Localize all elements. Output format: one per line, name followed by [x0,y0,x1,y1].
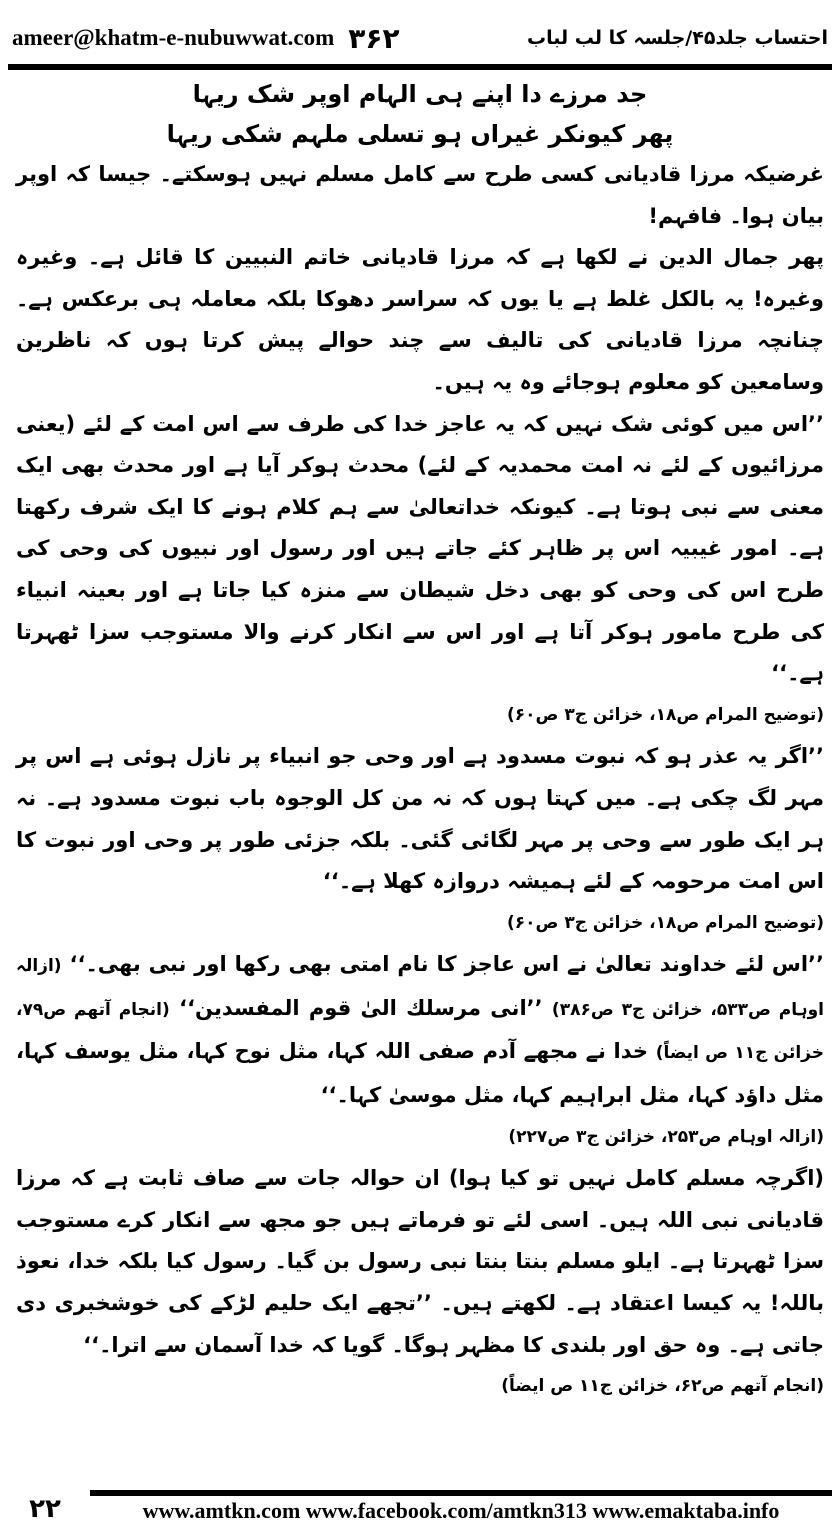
footer-divider [90,1490,832,1496]
quotation-3-rest: خدا نے مجھے آدم صفی اللہ کہا، مثل نوح کہا، مثل یوسف کہا، مثل داؤد کہا، مثل ابراہیم کہا، مثل موسیٰ کہا۔‘‘ [16,1039,824,1108]
reference-1: (توضیح المرام ص۱۸، خزائن ج۳ ص۶۰) [507,704,824,725]
quotation-3 [16,944,824,1116]
reference-2: (توضیح المرام ص۱۸، خزائن ج۳ ص۶۰) [507,912,824,933]
page-footer [8,1484,832,1534]
paragraph-1: غرضیکہ مرزا قادیانی کسی طرح سے کامل مسلم نہیں ہوسکتے۔ جیسا کہ اوپر بیان ہوا۔ فافہم! [16,162,824,228]
quotation-3-reference-a: (ازالہ اوہام ص۵۳۳، خزائن ج۳ ص۳۸۶) [16,956,824,1020]
verse-line-2: پھر کیونکر غیراں ہو تسلی ملہم شکی ریہا [166,120,674,148]
page-body [16,74,824,1408]
reference-4: (انجام آتھم ص۶۲، خزائن ج۱۱ ص ایضاً) [501,1376,824,1397]
footer-page-number: ۲۲ [29,1494,61,1524]
paragraph-2: پھر جمال الدین نے لکھا ہے کہ مرزا قادیانی خاتم النبیین کا قائل ہے۔ وغیرہ وغیرہ! یہ بالکل غلط ہے یا یوں کہ سراسر دھوکا بلکہ معاملہ ہی برعکس ہے۔ چنانچہ مرزا قادیانی کی تالیف سے چند حوالے پیش کرتا ہوں کہ ناظرین وسامعین کو معلوم ہوجائے وہ یہ ہیں۔ [16,245,824,394]
paragraph-3: (اگرچہ مسلم کامل نہیں تو کیا ہوا) ان حوالہ جات سے صاف ثابت ہے کہ مرزا قادیانی نبی اللہ ہیں۔ اسی لئے تو فرماتے ہیں جو مجھ سے انکار کرے مستوجب سزا ٹھہرتا ہے۔ ایلو مسلم بنتا بنتا نبی رسول بن گیا۔ رسول کیا بلکہ خدا، نعوذ باللہ! یہ کیسا اعتقاد ہے۔ لکھتے ہیں۔ ’’تجھے ایک حلیم لڑکے کی خوشخبری دی جاتی ہے۔ وہ حق اور بلندی کا مظہر ہوگا۔ گویا کہ خدا آسمان سے اترا۔‘‘ [16,1166,824,1357]
header-email: ameer@khatm-e-nubuwwat.com [12,25,335,50]
header-page-number: ۳۶۲ [348,21,400,55]
quotation-1: ’’اس میں کوئی شک نہیں کہ یہ عاجز خدا کی طرف سے اس امت کے لئے (یعنی مرزائیوں کے لئے نہ امت محمدیہ کے لئے) محدث ہوکر آیا ہے اور محدث بھی ایک معنی سے نبی ہوتا ہے۔ کیونکہ خداتعالیٰ سے ہم کلام ہونے کا ایک شرف رکھتا ہے۔ امور غیبیہ اس پر ظاہر کئے جاتے ہیں اور رسول اور نبیوں کی وحی کی طرح اس کی وحی کو بھی دخل شیطان سے منزہ کیا جاتا ہے اور بعینہ انبیاء کی طرح مامور ہوکر آتا ہے اور اس سے انکار کرنے والا مستوجب سزا ٹھہرتا ہے۔‘‘ [16,411,824,686]
quotation-3-reference-b: (انجام آتھم ص۷۹، خزائن ج۱۱ ص ایضاً) [16,999,824,1064]
quotation-2: ’’اگر یہ عذر ہو کہ نبوت مسدود ہے اور وحی جو انبیاء پر نازل ہوئی ہے اس پر مہر لگ چکی ہے۔ میں کہتا ہوں کہ نہ من کل الوجوہ باب نبوت مسدود ہے۔ نہ ہر ایک طور سے وحی پر مہر لگائی گئی۔ بلکہ جزئی طور پر وحی اور نبوت کا اس امت مرحومہ کے لئے ہمیشہ دروازہ کھلا ہے۔‘‘ [16,744,824,894]
footer-website-links: www.amtkn.com www.facebook.com/amtkn313 www.emaktaba.info [142,1498,780,1523]
page-header [12,18,828,58]
reference-3: (ازالہ اوہام ص۲۵۳، خزائن ج۳ ص۲۲۷) [508,1126,824,1147]
quotation-3-arabic: ’’انی مرسلك الیٰ قوم المفسدین‘‘ [179,995,543,1020]
header-book-title: احتساب جلد۴۵/جلسہ کا لب لباب [526,27,828,49]
quotation-3-text: ’’اس لئے خداوند تعالیٰ نے اس عاجز کا نام امتی بھی رکھا اور نبی بھی۔‘‘ [69,952,825,977]
header-left [12,22,400,55]
verse-line-1: جد مرزے دا اپنے ہی الہام اوپر شک ریہا [192,80,648,108]
header-divider [8,64,832,70]
